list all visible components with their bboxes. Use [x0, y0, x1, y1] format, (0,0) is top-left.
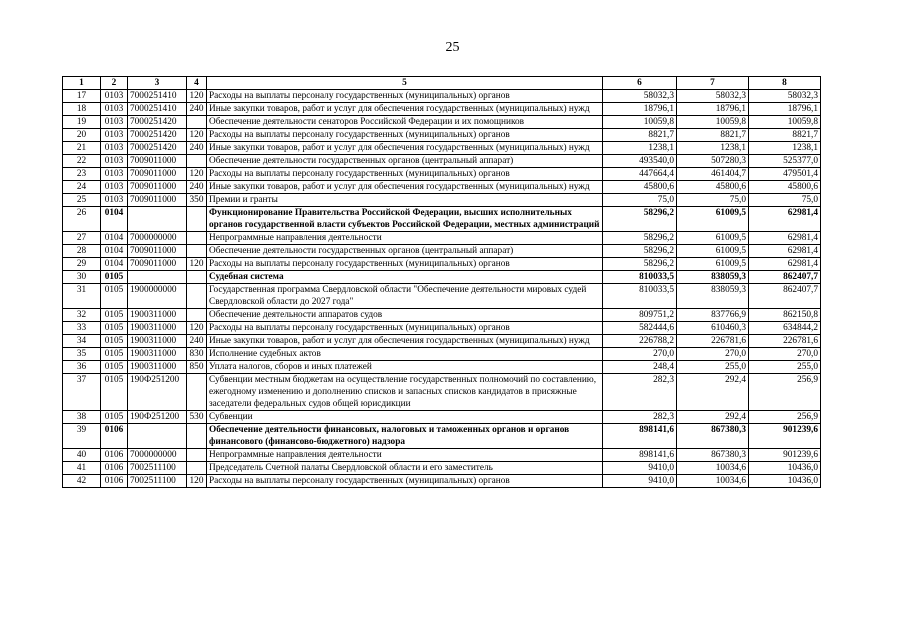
row-number-cell: 21 [63, 142, 101, 155]
item-name-cell: Судебная система [207, 271, 603, 284]
row-number-cell: 37 [63, 374, 101, 411]
table-row [63, 232, 821, 245]
amount-year2-cell: 461404,7 [677, 168, 749, 181]
amount-year1-cell: 58296,2 [603, 258, 677, 271]
row-number-cell: 23 [63, 168, 101, 181]
article-code-cell: 190Ф251200 [128, 411, 187, 424]
row-number-cell: 39 [63, 424, 101, 449]
expense-type-cell: 120 [187, 129, 207, 142]
amount-year3-cell: 10436,0 [749, 475, 821, 488]
amount-year1-cell: 75,0 [603, 194, 677, 207]
amount-year1-cell: 810033,5 [603, 284, 677, 309]
item-name-cell: Субвенции местным бюджетам на осуществление государственных полномочий по составлению, ежегодному изменению и дополнению списков и запасных списков кандидатов в присяжные заседатели федеральных судов общей юрисдикции [207, 374, 603, 411]
row-number-cell: 18 [63, 103, 101, 116]
amount-year1-cell: 898141,6 [603, 424, 677, 449]
amount-year3-cell: 634844,2 [749, 322, 821, 335]
section-code-cell: 0105 [101, 271, 128, 284]
row-number-cell: 26 [63, 207, 101, 232]
table-row [63, 168, 821, 181]
expense-type-cell: 120 [187, 475, 207, 488]
table-row [63, 194, 821, 207]
section-code-cell: 0103 [101, 103, 128, 116]
expense-type-cell: 120 [187, 258, 207, 271]
table-row [63, 335, 821, 348]
amount-year3-cell: 901239,6 [749, 449, 821, 462]
row-number-cell: 35 [63, 348, 101, 361]
table-row [63, 129, 821, 142]
section-code-cell: 0105 [101, 374, 128, 411]
amount-year2-cell: 8821,7 [677, 129, 749, 142]
section-code-cell: 0104 [101, 232, 128, 245]
table-row [63, 374, 821, 411]
article-code-cell: 1900311000 [128, 348, 187, 361]
section-code-cell: 0106 [101, 424, 128, 449]
article-code-cell: 7009011000 [128, 258, 187, 271]
amount-year3-cell: 901239,6 [749, 424, 821, 449]
header-cell: 8 [749, 77, 821, 90]
amount-year3-cell: 62981,4 [749, 245, 821, 258]
row-number-cell: 41 [63, 462, 101, 475]
amount-year2-cell: 255,0 [677, 361, 749, 374]
table-row [63, 475, 821, 488]
section-code-cell: 0104 [101, 207, 128, 232]
amount-year1-cell: 58296,2 [603, 232, 677, 245]
amount-year3-cell: 862407,7 [749, 271, 821, 284]
row-number-cell: 38 [63, 411, 101, 424]
item-name-cell: Иные закупки товаров, работ и услуг для обеспечения государственных (муниципальных) нужд [207, 103, 603, 116]
table-row [63, 271, 821, 284]
expense-type-cell [187, 449, 207, 462]
amount-year2-cell: 45800,6 [677, 181, 749, 194]
item-name-cell: Расходы на выплаты персоналу государственных (муниципальных) органов [207, 129, 603, 142]
expense-type-cell: 240 [187, 103, 207, 116]
article-code-cell: 7000251410 [128, 103, 187, 116]
amount-year2-cell: 867380,3 [677, 449, 749, 462]
amount-year2-cell: 58032,3 [677, 90, 749, 103]
article-code-cell: 7000000000 [128, 449, 187, 462]
section-code-cell: 0106 [101, 475, 128, 488]
section-code-cell: 0103 [101, 155, 128, 168]
amount-year3-cell: 862407,7 [749, 284, 821, 309]
article-code-cell: 1900311000 [128, 322, 187, 335]
amount-year3-cell: 10059,8 [749, 116, 821, 129]
section-code-cell: 0103 [101, 168, 128, 181]
article-code-cell: 7000251420 [128, 142, 187, 155]
section-code-cell: 0106 [101, 449, 128, 462]
expense-type-cell: 530 [187, 411, 207, 424]
expense-type-cell [187, 424, 207, 449]
amount-year2-cell: 838059,3 [677, 284, 749, 309]
row-number-cell: 20 [63, 129, 101, 142]
expense-type-cell: 350 [187, 194, 207, 207]
section-code-cell: 0105 [101, 361, 128, 374]
item-name-cell: Непрограммные направления деятельности [207, 232, 603, 245]
amount-year1-cell: 270,0 [603, 348, 677, 361]
item-name-cell: Премии и гранты [207, 194, 603, 207]
row-number-cell: 25 [63, 194, 101, 207]
header-cell: 1 [63, 77, 101, 90]
article-code-cell: 1900311000 [128, 335, 187, 348]
amount-year2-cell: 838059,3 [677, 271, 749, 284]
budget-table [62, 76, 821, 488]
amount-year2-cell: 292,4 [677, 374, 749, 411]
amount-year3-cell: 75,0 [749, 194, 821, 207]
row-number-cell: 17 [63, 90, 101, 103]
amount-year1-cell: 9410,0 [603, 462, 677, 475]
row-number-cell: 19 [63, 116, 101, 129]
header-cell: 3 [128, 77, 187, 90]
table-row [63, 449, 821, 462]
amount-year3-cell: 62981,4 [749, 258, 821, 271]
article-code-cell: 1900000000 [128, 284, 187, 309]
item-name-cell: Расходы на выплаты персоналу государственных (муниципальных) органов [207, 475, 603, 488]
table-row [63, 462, 821, 475]
expense-type-cell: 850 [187, 361, 207, 374]
amount-year1-cell: 1238,1 [603, 142, 677, 155]
amount-year1-cell: 809751,2 [603, 309, 677, 322]
article-code-cell [128, 424, 187, 449]
table-row [63, 103, 821, 116]
table-row [63, 361, 821, 374]
amount-year2-cell: 61009,5 [677, 245, 749, 258]
expense-type-cell: 240 [187, 335, 207, 348]
amount-year2-cell: 867380,3 [677, 424, 749, 449]
section-code-cell: 0103 [101, 129, 128, 142]
expense-type-cell: 120 [187, 168, 207, 181]
amount-year2-cell: 10034,6 [677, 462, 749, 475]
article-code-cell: 7009011000 [128, 245, 187, 258]
amount-year2-cell: 10059,8 [677, 116, 749, 129]
expense-type-cell [187, 207, 207, 232]
expense-type-cell [187, 309, 207, 322]
article-code-cell: 7009011000 [128, 168, 187, 181]
item-name-cell: Уплата налогов, сборов и иных платежей [207, 361, 603, 374]
table-row [63, 207, 821, 232]
amount-year3-cell: 862150,8 [749, 309, 821, 322]
expense-type-cell: 240 [187, 181, 207, 194]
amount-year2-cell: 610460,3 [677, 322, 749, 335]
amount-year1-cell: 898141,6 [603, 449, 677, 462]
header-cell: 7 [677, 77, 749, 90]
amount-year2-cell: 75,0 [677, 194, 749, 207]
article-code-cell: 7002511100 [128, 475, 187, 488]
article-code-cell: 190Ф251200 [128, 374, 187, 411]
amount-year1-cell: 248,4 [603, 361, 677, 374]
amount-year2-cell: 226781,6 [677, 335, 749, 348]
amount-year2-cell: 292,4 [677, 411, 749, 424]
expense-type-cell: 120 [187, 90, 207, 103]
item-name-cell: Государственная программа Свердловской области "Обеспечение деятельности мировых судей Свердловской области до 2027 года" [207, 284, 603, 309]
table-row [63, 142, 821, 155]
table-body [63, 90, 821, 488]
row-number-cell: 31 [63, 284, 101, 309]
item-name-cell: Расходы на выплаты персоналу государственных (муниципальных) органов [207, 322, 603, 335]
item-name-cell: Исполнение судебных актов [207, 348, 603, 361]
item-name-cell: Иные закупки товаров, работ и услуг для обеспечения государственных (муниципальных) нужд [207, 142, 603, 155]
row-number-cell: 24 [63, 181, 101, 194]
expense-type-cell: 240 [187, 142, 207, 155]
section-code-cell: 0106 [101, 462, 128, 475]
article-code-cell: 7002511100 [128, 462, 187, 475]
expense-type-cell [187, 462, 207, 475]
amount-year3-cell: 270,0 [749, 348, 821, 361]
amount-year3-cell: 8821,7 [749, 129, 821, 142]
section-code-cell: 0105 [101, 309, 128, 322]
amount-year1-cell: 226788,2 [603, 335, 677, 348]
amount-year1-cell: 810033,5 [603, 271, 677, 284]
amount-year3-cell: 62981,4 [749, 232, 821, 245]
table-row [63, 116, 821, 129]
table-header-row [63, 77, 821, 90]
table-row [63, 155, 821, 168]
table-row [63, 181, 821, 194]
section-code-cell: 0103 [101, 116, 128, 129]
expense-type-cell [187, 271, 207, 284]
amount-year2-cell: 18796,1 [677, 103, 749, 116]
amount-year3-cell: 525377,0 [749, 155, 821, 168]
row-number-cell: 27 [63, 232, 101, 245]
amount-year1-cell: 282,3 [603, 411, 677, 424]
section-code-cell: 0105 [101, 348, 128, 361]
amount-year3-cell: 10436,0 [749, 462, 821, 475]
table-row [63, 245, 821, 258]
section-code-cell: 0105 [101, 322, 128, 335]
row-number-cell: 22 [63, 155, 101, 168]
amount-year2-cell: 61009,5 [677, 232, 749, 245]
table-row [63, 411, 821, 424]
row-number-cell: 40 [63, 449, 101, 462]
section-code-cell: 0103 [101, 142, 128, 155]
amount-year2-cell: 61009,5 [677, 207, 749, 232]
section-code-cell: 0105 [101, 335, 128, 348]
amount-year1-cell: 58296,2 [603, 207, 677, 232]
table-row [63, 90, 821, 103]
item-name-cell: Иные закупки товаров, работ и услуг для обеспечения государственных (муниципальных) нужд [207, 335, 603, 348]
article-code-cell: 7009011000 [128, 155, 187, 168]
row-number-cell: 28 [63, 245, 101, 258]
article-code-cell: 1900311000 [128, 361, 187, 374]
section-code-cell: 0104 [101, 245, 128, 258]
item-name-cell: Обеспечение деятельности финансовых, налоговых и таможенных органов и органов финансового (финансово-бюджетного) надзора [207, 424, 603, 449]
table-row [63, 284, 821, 309]
header-cell: 5 [207, 77, 603, 90]
amount-year1-cell: 8821,7 [603, 129, 677, 142]
amount-year2-cell: 270,0 [677, 348, 749, 361]
expense-type-cell: 830 [187, 348, 207, 361]
amount-year3-cell: 58032,3 [749, 90, 821, 103]
section-code-cell: 0105 [101, 284, 128, 309]
item-name-cell: Обеспечение деятельности сенаторов Российской Федерации и их помощников [207, 116, 603, 129]
amount-year3-cell: 18796,1 [749, 103, 821, 116]
item-name-cell: Расходы на выплаты персоналу государственных (муниципальных) органов [207, 258, 603, 271]
amount-year3-cell: 62981,4 [749, 207, 821, 232]
article-code-cell: 7009011000 [128, 181, 187, 194]
article-code-cell: 7000000000 [128, 232, 187, 245]
table-row [63, 258, 821, 271]
amount-year3-cell: 226781,6 [749, 335, 821, 348]
amount-year1-cell: 45800,6 [603, 181, 677, 194]
expense-type-cell [187, 155, 207, 168]
article-code-cell: 1900311000 [128, 309, 187, 322]
amount-year1-cell: 9410,0 [603, 475, 677, 488]
table-row [63, 309, 821, 322]
section-code-cell: 0103 [101, 181, 128, 194]
item-name-cell: Обеспечение деятельности государственных органов (центральный аппарат) [207, 245, 603, 258]
amount-year1-cell: 582444,6 [603, 322, 677, 335]
expense-type-cell [187, 245, 207, 258]
article-code-cell: 7000251420 [128, 129, 187, 142]
item-name-cell: Расходы на выплаты персоналу государственных (муниципальных) органов [207, 90, 603, 103]
amount-year2-cell: 61009,5 [677, 258, 749, 271]
item-name-cell: Обеспечение деятельности государственных органов (центральный аппарат) [207, 155, 603, 168]
article-code-cell [128, 271, 187, 284]
amount-year3-cell: 1238,1 [749, 142, 821, 155]
section-code-cell: 0103 [101, 194, 128, 207]
amount-year1-cell: 493540,0 [603, 155, 677, 168]
item-name-cell: Непрограммные направления деятельности [207, 449, 603, 462]
item-name-cell: Обеспечение деятельности аппаратов судов [207, 309, 603, 322]
section-code-cell: 0103 [101, 90, 128, 103]
item-name-cell: Председатель Счетной палаты Свердловской области и его заместитель [207, 462, 603, 475]
amount-year1-cell: 58032,3 [603, 90, 677, 103]
amount-year2-cell: 507280,3 [677, 155, 749, 168]
article-code-cell: 7000251410 [128, 90, 187, 103]
table-row [63, 322, 821, 335]
expense-type-cell [187, 284, 207, 309]
header-cell: 6 [603, 77, 677, 90]
amount-year3-cell: 255,0 [749, 361, 821, 374]
expense-type-cell: 120 [187, 322, 207, 335]
article-code-cell: 7009011000 [128, 194, 187, 207]
item-name-cell: Субвенции [207, 411, 603, 424]
amount-year1-cell: 18796,1 [603, 103, 677, 116]
header-cell: 2 [101, 77, 128, 90]
expense-type-cell [187, 232, 207, 245]
amount-year2-cell: 10034,6 [677, 475, 749, 488]
page-number: 25 [445, 40, 460, 55]
row-number-cell: 32 [63, 309, 101, 322]
article-code-cell [128, 207, 187, 232]
amount-year1-cell: 58296,2 [603, 245, 677, 258]
amount-year2-cell: 837766,9 [677, 309, 749, 322]
table-row [63, 424, 821, 449]
amount-year3-cell: 256,9 [749, 374, 821, 411]
row-number-cell: 42 [63, 475, 101, 488]
amount-year3-cell: 45800,6 [749, 181, 821, 194]
amount-year3-cell: 256,9 [749, 411, 821, 424]
amount-year1-cell: 10059,8 [603, 116, 677, 129]
amount-year1-cell: 282,3 [603, 374, 677, 411]
article-code-cell: 7000251420 [128, 116, 187, 129]
row-number-cell: 33 [63, 322, 101, 335]
header-cell: 4 [187, 77, 207, 90]
row-number-cell: 36 [63, 361, 101, 374]
expense-type-cell [187, 116, 207, 129]
amount-year2-cell: 1238,1 [677, 142, 749, 155]
amount-year1-cell: 447664,4 [603, 168, 677, 181]
item-name-cell: Функционирование Правительства Российской Федерации, высших исполнительных органов государственной власти субъектов Российской Федерации, местных администраций [207, 207, 603, 232]
item-name-cell: Иные закупки товаров, работ и услуг для обеспечения государственных (муниципальных) нужд [207, 181, 603, 194]
amount-year3-cell: 479501,4 [749, 168, 821, 181]
expense-type-cell [187, 374, 207, 411]
section-code-cell: 0104 [101, 258, 128, 271]
row-number-cell: 29 [63, 258, 101, 271]
table-row [63, 348, 821, 361]
section-code-cell: 0105 [101, 411, 128, 424]
row-number-cell: 30 [63, 271, 101, 284]
row-number-cell: 34 [63, 335, 101, 348]
item-name-cell: Расходы на выплаты персоналу государственных (муниципальных) органов [207, 168, 603, 181]
